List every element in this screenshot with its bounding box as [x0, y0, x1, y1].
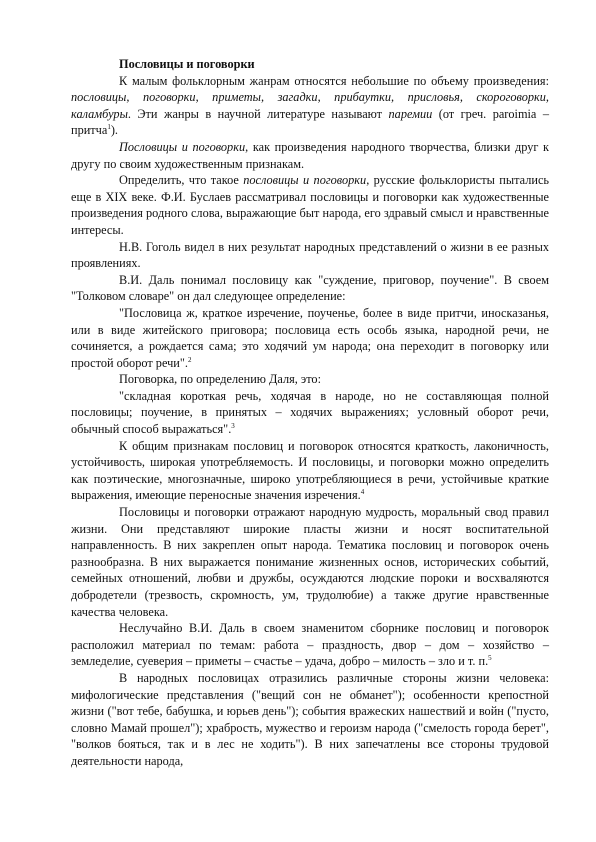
text: "Пословица ж, краткое изречение, поученье, более в виде притчи, иносказанья, или в виде житейского приговора; пословица есть особь языка, народной речи, не сочиняется, а рождается сама; это ходячий ум народа; она переходит в поговорку или простой оборот речи".	[71, 305, 549, 370]
paragraph-5: В.И. Даль понимал пословицу как "суждение, приговор, поучение". В своем "Толковом словаре" он дал следующее определение:	[71, 272, 549, 304]
paragraph-1	[71, 73, 549, 139]
paragraph-11	[71, 620, 549, 670]
paragraph-10: Пословицы и поговорки отражают народную мудрость, моральный свод правил жизни. Они представляют широкие пласты жизни и носят воспитательной направленность. В них закреплен опыт народа. Тематика пословиц и поговорок очень разнообразна. В них выражается понимание жизненных основ, исторических событий, семейных отношений, любви и дружбы, осуждаются людские пороки и восхваляются добродетели (трезвость, скромность, ум, трудолюбие) а также другие нравственные качества человека.	[71, 505, 549, 619]
text: , как произведения народного творчества, близки друг к другу по своим художественным признакам.	[71, 139, 550, 171]
text: Определить, что такое	[119, 173, 244, 188]
text: . Эти жанры в научной литературе называют	[127, 106, 389, 121]
text: (от греч. paroimia – притча	[71, 106, 549, 138]
footnote-ref[interactable]: 1	[107, 123, 111, 132]
paragraph-4: Н.В. Гоголь видел в них результат народных представлений о жизни в ее разных проявлениях.	[71, 239, 549, 271]
footnote-ref[interactable]: 2	[187, 355, 192, 364]
paragraph-3	[71, 172, 549, 238]
footnote-ref[interactable]: 5	[488, 654, 492, 663]
genre-list: пословицы, поговорки, приметы, загадки, прибаутки, присловья, скороговорки, каламбуры	[71, 90, 549, 121]
paragraph-7: Поговорка, по определению Даля, это:	[119, 372, 321, 387]
paragraph-8	[71, 388, 549, 438]
text: "складная короткая речь, ходячая в народе, но не составляющая полной пословицы; поучение, в принятых – ходячих выражениях; условный оборот речи, обычный способ выражаться".	[71, 388, 549, 437]
paragraph-2	[71, 139, 549, 172]
term: пословицы и поговорки	[243, 173, 367, 188]
text: К общим признакам пословиц и поговорок относятся краткость, лаконичность, устойчивость, широкая употребляемость. И пословицы, и поговорки можно определить как поэтические, многозначные, широко употребляющиеся в речи, устойчивые краткие выражения, имеющие переносные значения изречения.	[71, 438, 549, 503]
page-title: Пословицы и поговорки	[119, 57, 255, 71]
text: К малым фольклорным жанрам относятся небольшие по объему произведения:	[119, 73, 549, 88]
text: Неслучайно В.И. Даль в своем знаменитом сборнике пословиц и поговорок расположил материал по темам: работа – праздность, двор – дом – хозяйство – земледелие, суеверия – приметы – счастье – удача, добро – милость – зло и т. п.	[71, 621, 549, 669]
paragraph-6	[71, 305, 549, 371]
term: паремии	[388, 106, 433, 121]
footnote-ref[interactable]: 4	[360, 488, 365, 497]
term: Пословицы и поговорки	[119, 139, 246, 154]
text: ).	[110, 123, 118, 138]
text: , русские фольклористы пытались еще в XIX веке. Ф.И. Буслаев рассматривал пословицы и поговорки как художественные произведения родного слова, выражающие быт народа, его здравый смысл и нравственные интересы.	[71, 173, 550, 237]
footnote-ref[interactable]: 3	[231, 421, 235, 430]
paragraph-9	[71, 438, 549, 504]
paragraph-12: В народных пословицах отразились различные стороны жизни человека: мифологические представления ("вещий сон не обманет"); особенности крепостной жизни ("вот тебе, бабушка, и юрьев день"); события вражеских нашествий и войн ("пусто, словно Мамай прошел"); храбрость, мужество и героизм народа ("смелость города берет", "волков бояться, так и в лес не ходить"). В них запечатлены все стороны трудовой деятельности народа,	[71, 670, 549, 768]
